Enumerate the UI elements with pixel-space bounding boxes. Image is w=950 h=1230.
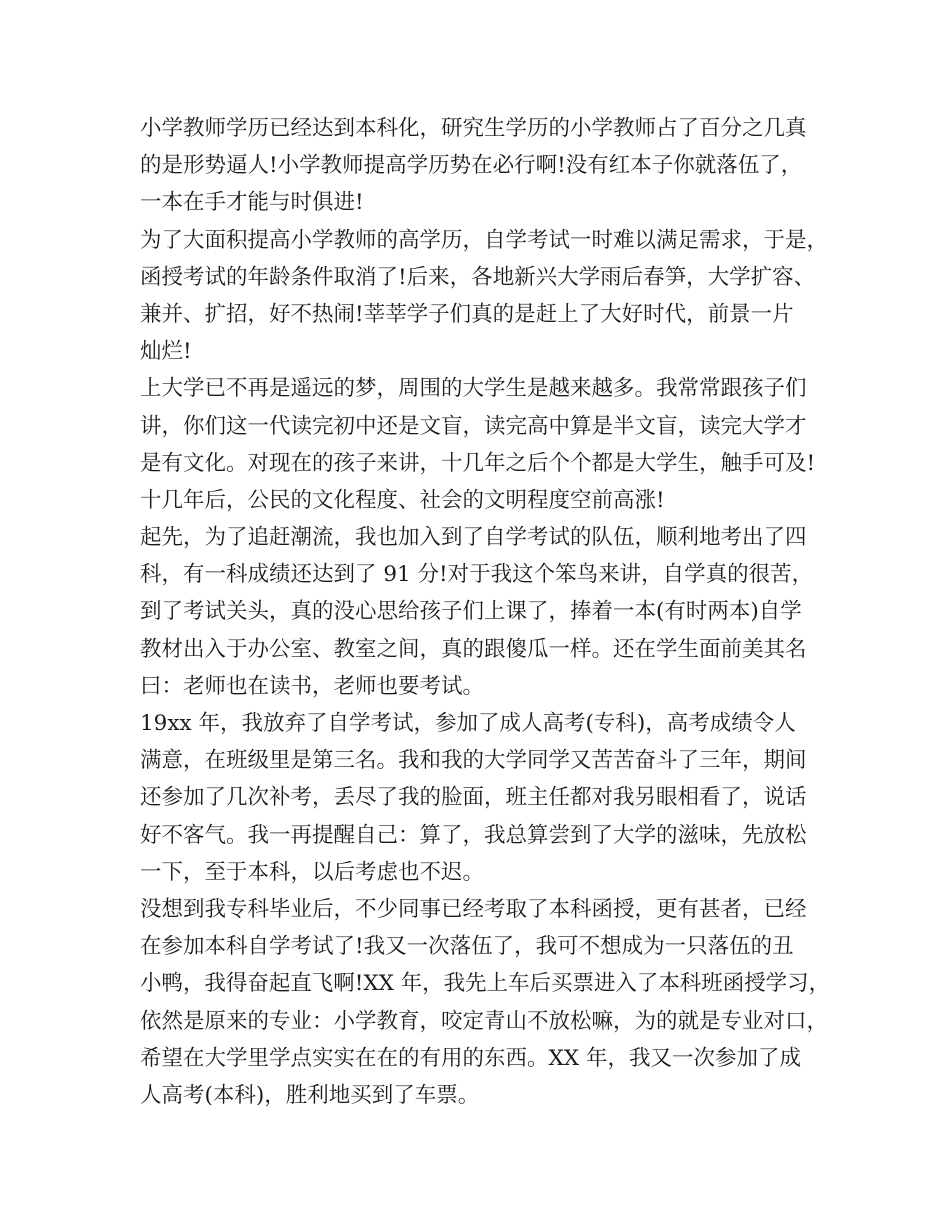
text-line: 小鸭，我得奋起直飞啊!XX 年，我先上车后买票进入了本科班函授学习， [140,971,831,997]
text-line: 希望在大学里学点实实在在的有用的东西。XX 年，我又一次参加了成 [140,1045,801,1071]
text-line: 依然是原来的专业：小学教育，咬定青山不放松嘛，为的就是专业对口， [140,1008,829,1034]
text-line: 为了大面积提高小学教师的高学历，自学考试一时难以满足需求，于是， [140,227,829,253]
text-line: 一下，至于本科，以后考虑也不迟。 [140,859,485,885]
text-line: 好不客气。我一再提醒自己：算了，我总算尝到了大学的滋味，先放松 [140,822,807,848]
text-line: 一本在手才能与时俱进! [140,190,364,216]
text-line: 十几年后，公民的文化程度、社会的文明程度空前高涨! [140,487,665,513]
document-body-text [140,110,830,1114]
text-line: 科，有一科成绩还达到了 91 分!对于我这个笨鸟来讲，自学真的很苦， [140,562,814,588]
text-line: 满意，在班级里是第三名。我和我的大学同学又苦苦奋斗了三年，期间 [140,748,807,774]
text-line: 上大学已不再是遥远的梦，周围的大学生是越来越多。我常常跟孩子们 [140,376,807,402]
text-line: 19xx 年，我放弃了自学考试，参加了成人高考(专科)，高考成绩令人 [140,711,796,736]
text-line: 教材出入于办公室、教室之间，真的跟傻瓜一样。还在学生面前美其名 [140,636,807,662]
text-line: 讲，你们这一代读完初中还是文盲，读完高中算是半文盲，读完大学才 [140,413,807,439]
text-line: 小学教师学历已经达到本科化，研究生学历的小学教师占了百分之几真 [140,116,807,141]
text-line: 曰：老师也在读书，老师也要考试。 [140,673,485,699]
text-line: 兼并、扩招，好不热闹!莘莘学子们真的是赶上了大好时代，前景一片 [140,301,794,327]
text-line: 起先，为了追赶潮流，我也加入到了自学考试的队伍，顺利地考出了四 [140,525,807,551]
text-line: 到了考试关头，真的没心思给孩子们上课了，捧着一本(有时两本)自学 [140,599,802,625]
text-line: 是有文化。对现在的孩子来讲，十几年之后个个都是大学生，触手可及! [140,450,816,476]
text-line: 在参加本科自学考试了!我又一次落伍了，我可不想成为一只落伍的丑 [140,934,794,960]
text-line: 人高考(本科)，胜利地买到了车票。 [140,1082,480,1108]
text-line: 没想到我专科毕业后，不少同事已经考取了本科函授，更有甚者，已经 [140,896,807,922]
text-line: 的是形势逼人!小学教师提高学历势在必行啊!没有红本子你就落伍了， [140,153,803,179]
text-line: 函授考试的年龄条件取消了!后来，各地新兴大学雨后春笋，大学扩容、 [140,264,816,290]
text-line: 还参加了几次补考，丢尽了我的脸面，班主任都对我另眼相看了，说话 [140,785,807,811]
text-line: 灿烂! [140,339,192,365]
